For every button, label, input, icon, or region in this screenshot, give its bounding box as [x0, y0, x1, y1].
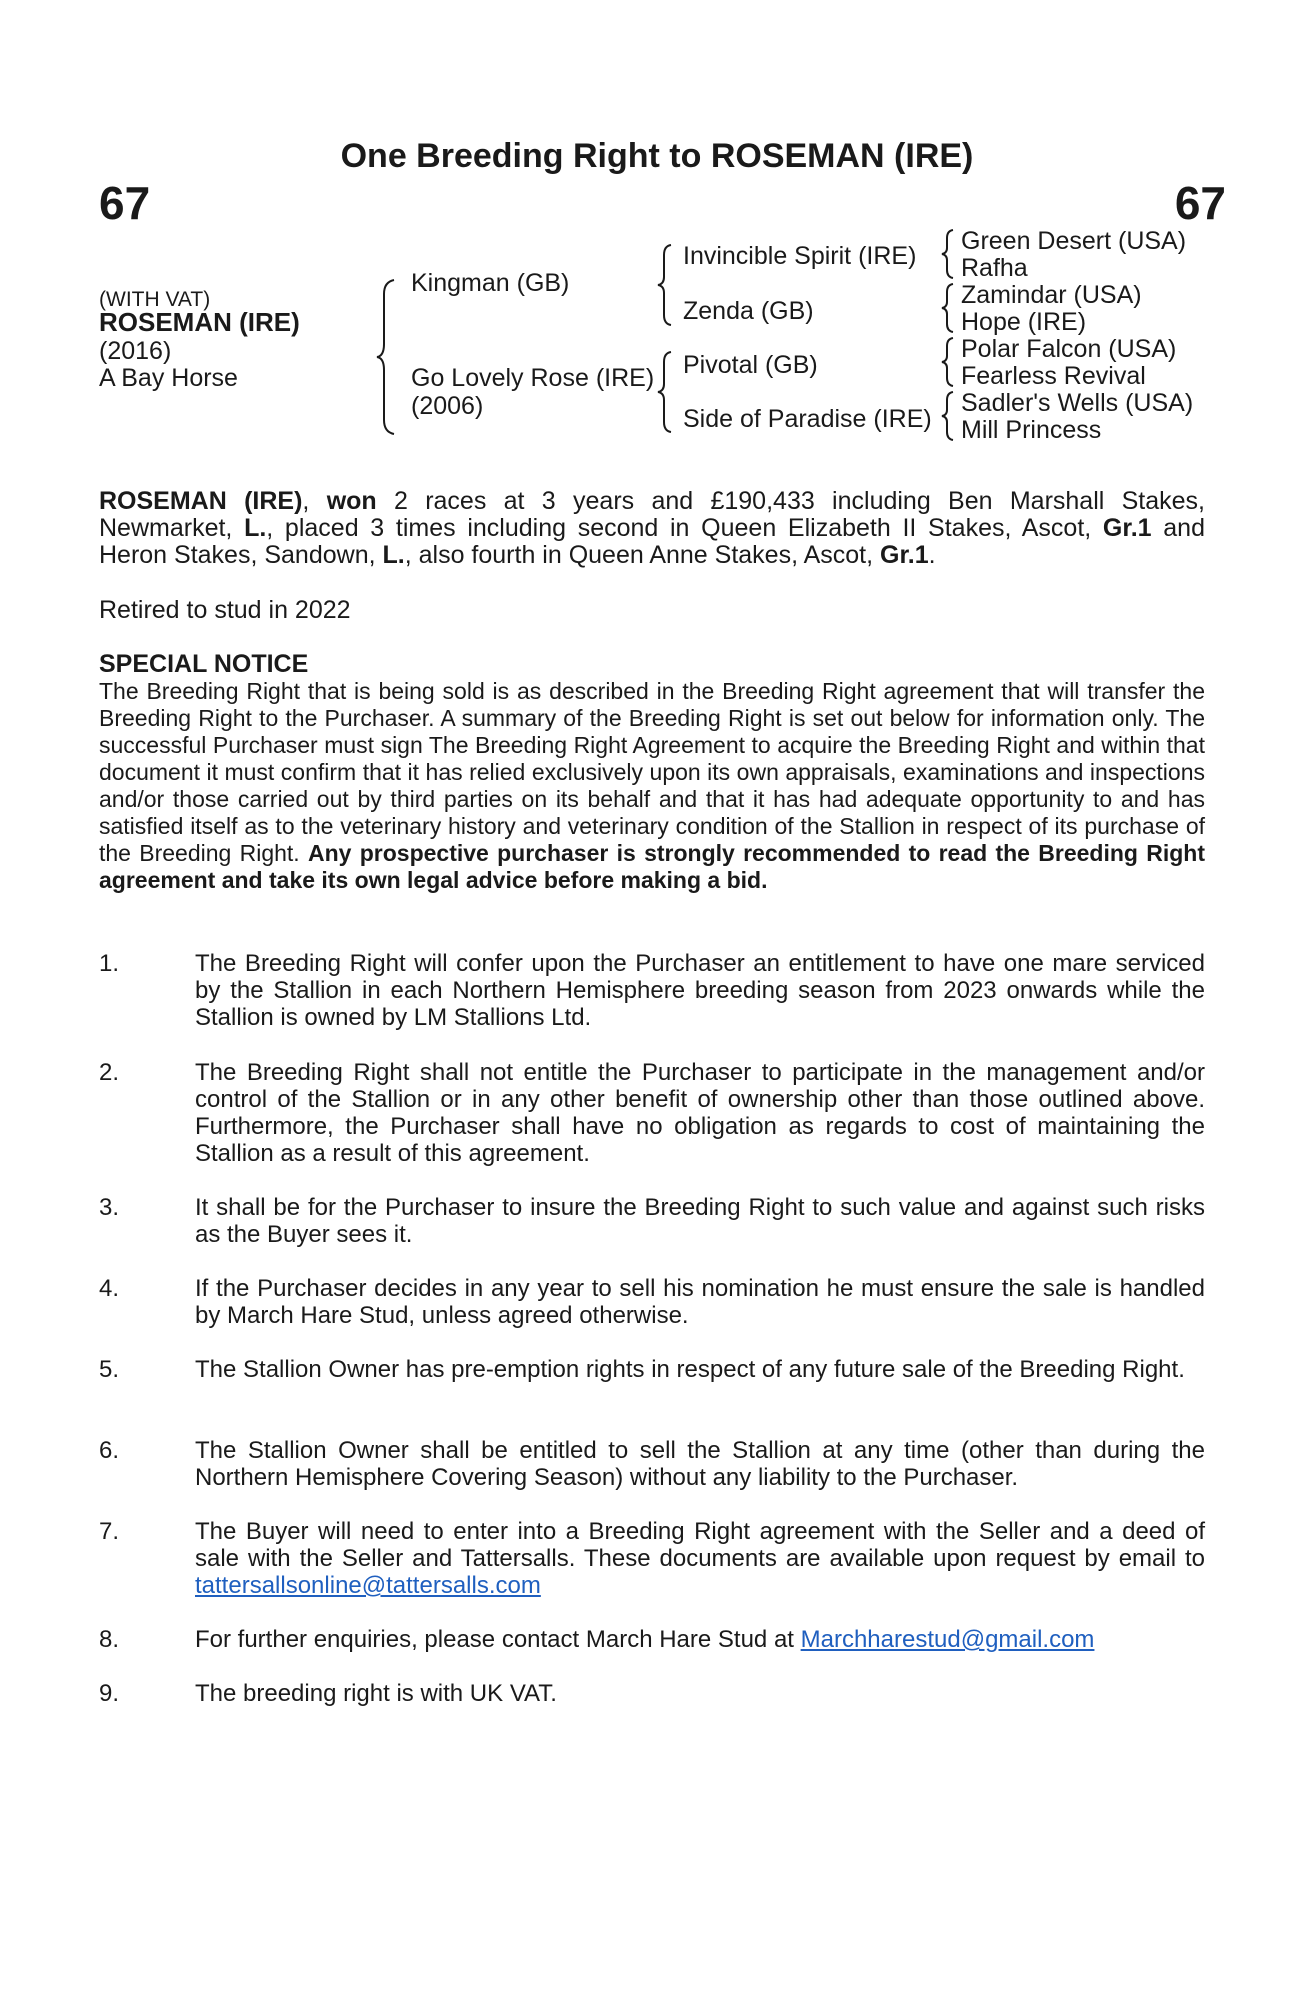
pedigree-brace-g3-3 — [940, 336, 956, 388]
clause-number: 1. — [99, 950, 120, 977]
dam-sire-name: Pivotal (GB) — [683, 351, 818, 379]
clause-text-body: For further enquiries, please contact March Hare Stud at — [195, 1626, 801, 1653]
clause-number: 3. — [99, 1194, 120, 1221]
clause-text — [195, 1518, 1205, 1599]
record-horse-name: ROSEMAN (IRE) — [99, 487, 303, 515]
pedigree-brace-main — [374, 278, 398, 436]
pedigree-brace-sire — [656, 243, 674, 327]
dam-year: (2006) — [411, 392, 484, 420]
g3-ancestor: Fearless Revival — [961, 362, 1146, 390]
group1-badge: Gr.1 — [880, 541, 929, 569]
pedigree-brace-g3-1 — [940, 228, 956, 280]
sire-sire-name: Invincible Spirit (IRE) — [683, 242, 917, 270]
g3-ancestor: Mill Princess — [961, 416, 1102, 444]
retired-note: Retired to stud in 2022 — [99, 596, 351, 624]
record-text: , also fourth in Queen Anne Stakes, Ascot, — [404, 541, 881, 569]
group1-badge: Gr.1 — [1102, 514, 1152, 542]
record-text: and Heron Stakes, Sandown, — [99, 514, 1205, 569]
clause-text: The Stallion Owner has pre-emption rights in respect of any future sale of the Breeding Right. — [195, 1356, 1185, 1383]
pedigree-brace-dam — [656, 350, 674, 434]
clause-text: The Stallion Owner shall be entitled to sell the Stallion at any time (other than during the Northern Hemisphere Covering Season) without any liability to the Purchaser. — [195, 1437, 1205, 1491]
clause-number: 9. — [99, 1680, 120, 1707]
record-text: , placed 3 times including second in Queen Elizabeth II Stakes, Ascot, — [266, 514, 1103, 542]
pedigree-brace-g3-2 — [940, 282, 956, 334]
clause-number: 2. — [99, 1059, 120, 1086]
sire-dam-name: Zenda (GB) — [683, 297, 814, 325]
horse-year: (2016) — [99, 337, 172, 365]
clause-text: The breeding right is with UK VAT. — [195, 1680, 557, 1707]
clause-number: 4. — [99, 1275, 120, 1302]
horse-description: A Bay Horse — [99, 364, 238, 392]
vat-label: (WITH VAT) — [99, 288, 211, 311]
lot-number-left: 67 — [99, 177, 151, 229]
dam-name: Go Lovely Rose (IRE) — [411, 364, 655, 392]
g3-ancestor: Rafha — [961, 254, 1028, 282]
notice-body — [99, 678, 1205, 894]
clause-text-body: The Buyer will need to enter into a Breeding Right agreement with the Seller and a deed of sale with the Seller and Tattersalls. These documents are available upon request by email to — [195, 1518, 1205, 1572]
race-record: ROSEMAN (IRE), won 2 races at 3 years and £190,433 including Ben Marshall Stakes, Newmarket, L., placed 3 times including second in Queen Elizabeth II Stakes, Ascot, Gr.1 and Heron Stakes, Sandown, L., also fourth in Queen Anne Stakes, Ascot, Gr.1. — [99, 487, 1205, 569]
clause-number: 8. — [99, 1626, 120, 1653]
g3-ancestor: Sadler's Wells (USA) — [961, 389, 1194, 417]
page-title — [0, 137, 1314, 176]
title-prefix: One Breeding Right to — [340, 137, 711, 175]
notice-heading: SPECIAL NOTICE — [99, 650, 309, 678]
g3-ancestor: Zamindar (USA) — [961, 281, 1142, 309]
g3-ancestor: Green Desert (USA) — [961, 227, 1187, 255]
pedigree-brace-g3-4 — [940, 390, 956, 442]
record-text: 2 races at 3 years and £190,433 including Ben Marshall Stakes, Newmarket, — [99, 487, 1205, 542]
notice-text: The Breeding Right that is being sold is as described in the Breeding Right agreement that will transfer the Breeding Right to the Purchaser. A summary of the Breeding Right is set out below for information only. The successful Purchaser must sign The Breeding Right Agreement to acquire the Breeding Right and within that document it must confirm that it has relied exclusively upon its own appraisals, examinations and inspections and/or those carried out by third parties on its behalf and that it has had adequate opportunity to and has satisfied itself as to the veterinary history and veterinary condition of the Stallion in respect of its purchase of the Breeding Right. — [99, 678, 1205, 866]
lot-number-right: 67 — [1174, 177, 1226, 229]
email-link-tattersalls[interactable]: tattersallsonline@tattersalls.com — [195, 1572, 541, 1599]
notice-bold-text: Any prospective purchaser is strongly recommended to read the Breeding Right agreement and take its own legal advice before making a bid. — [99, 840, 1205, 893]
clause-text — [195, 1626, 1205, 1653]
clause-text: It shall be for the Purchaser to insure the Breeding Right to such value and against such risks as the Buyer sees it. — [195, 1194, 1205, 1248]
listed-badge: L. — [244, 514, 267, 542]
g3-ancestor: Hope (IRE) — [961, 308, 1087, 336]
clause-number: 5. — [99, 1356, 120, 1383]
horse-name: ROSEMAN (IRE) — [99, 307, 300, 337]
clause-number: 6. — [99, 1437, 120, 1464]
clause-number: 7. — [99, 1518, 120, 1545]
listed-badge: L. — [382, 541, 405, 569]
dam-dam-name: Side of Paradise (IRE) — [683, 405, 932, 433]
clause-text: The Breeding Right will confer upon the Purchaser an entitlement to have one mare serviced by the Stallion in each Northern Hemisphere breeding season from 2023 onwards while the Stallion is owned by LM Stallions Ltd. — [195, 950, 1205, 1031]
clause-text: The Breeding Right shall not entitle the Purchaser to participate in the management and/or control of the Stallion or in any other benefit of ownership other than those outlined above. Furthermore, the Purchaser shall have no obligation as regards to cost of maintaining the Stallion as a result of this agreement. — [195, 1059, 1205, 1167]
record-text: . — [928, 541, 936, 569]
record-won: won — [326, 487, 377, 515]
sire-name: Kingman (GB) — [411, 269, 570, 297]
title-horse-name: ROSEMAN (IRE) — [710, 137, 974, 175]
email-link-march-hare[interactable]: Marchharestud@gmail.com — [800, 1626, 1095, 1653]
clause-text: If the Purchaser decides in any year to sell his nomination he must ensure the sale is handled by March Hare Stud, unless agreed otherwise. — [195, 1275, 1205, 1329]
g3-ancestor: Polar Falcon (USA) — [961, 335, 1177, 363]
